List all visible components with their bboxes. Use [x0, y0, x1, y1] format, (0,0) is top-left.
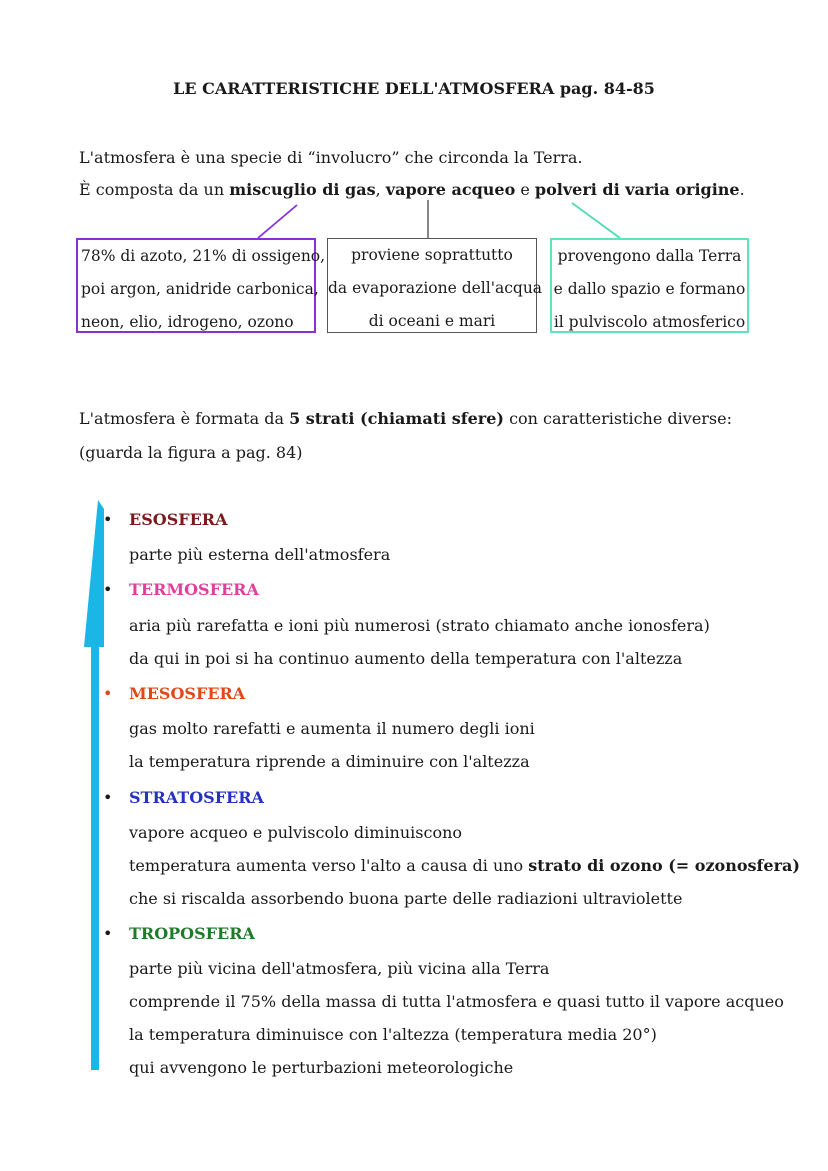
layer-desc: comprende il 75% della massa di tutta l'atmosfera e quasi tutto il vapore acqueo [129, 992, 784, 1011]
layers-intro-end: con caratteristiche diverse: [503, 409, 732, 428]
layers-count: 5 strati (chiamati sfere) [289, 409, 504, 428]
layer-desc: gas molto rarefatti e aumenta il numero degli ioni [129, 719, 535, 738]
connector-polveri [572, 203, 620, 238]
bullet-termosfera: • [103, 580, 113, 599]
layer-stratosfera: STRATOSFERA [129, 788, 264, 807]
connector-gas [258, 205, 297, 238]
box-gas-line: 78% di azoto, 21% di ossigeno, [81, 247, 326, 265]
box-polveri-line: il pulviscolo atmosferico [553, 313, 746, 331]
layer-esosfera: ESOSFERA [129, 510, 228, 529]
intro-sep: , [375, 180, 386, 199]
bullet-stratosfera: • [103, 788, 113, 807]
box-vapore-line: proviene soprattutto [351, 246, 513, 264]
box-gas-line: poi argon, anidride carbonica, [81, 280, 319, 298]
intro-text: È composta da un [79, 180, 230, 199]
intro-gas: miscuglio di gas [229, 180, 376, 199]
intro-vapore: vapore acqueo [385, 180, 516, 199]
figure-reference: (guarda la figura a pag. 84) [79, 443, 303, 462]
layer-desc: da qui in poi si ha continuo aumento della temperatura con l'altezza [129, 649, 683, 668]
ozone-layer: strato di ozono (= ozonosfera) [528, 856, 800, 875]
box-polveri-line: e dallo spazio e formano [553, 280, 746, 298]
layer-desc: qui avvengono le perturbazioni meteorologiche [129, 1058, 514, 1077]
page-title: LE CARATTERISTICHE DELL'ATMOSFERA pag. 84-85 [173, 79, 655, 98]
layers-intro [79, 409, 732, 428]
layer-mesosfera: MESOSFERA [129, 684, 246, 703]
box-vapore [327, 238, 543, 333]
layers-intro-text: L'atmosfera è formata da [79, 409, 290, 428]
box-vapore-line: di oceani e mari [368, 312, 496, 330]
layer-desc: vapore acqueo e pulviscolo diminuiscono [129, 823, 463, 842]
box-gas-line: neon, elio, idrogeno, ozono [81, 313, 294, 331]
layer-desc: parte più vicina dell'atmosfera, più vicina alla Terra [129, 959, 550, 978]
intro-period: . [739, 180, 745, 199]
intro-line-2 [79, 180, 745, 199]
layer-desc: che si riscalda assorbendo buona parte delle radiazioni ultraviolette [129, 889, 683, 908]
altitude-arrow [84, 500, 104, 1070]
bullet-mesosfera: • [103, 684, 113, 703]
box-vapore-line: da evaporazione dell'acqua [328, 279, 543, 297]
layer-desc: aria più rarefatta e ioni più numerosi (strato chiamato anche ionosfera) [129, 616, 710, 635]
layer-desc-ozone [129, 856, 800, 875]
ozone-text: temperatura aumenta verso l'alto a causa di uno [129, 856, 529, 875]
layer-desc: la temperatura riprende a diminuire con l'altezza [129, 752, 530, 771]
bullet-troposfera: • [103, 924, 113, 943]
layer-desc: la temperatura diminuisce con l'altezza (temperatura media 20°) [129, 1025, 657, 1044]
intro-and: e [515, 180, 535, 199]
box-gas [76, 238, 326, 333]
bullet-esosfera: • [103, 510, 113, 529]
box-polveri [550, 238, 749, 333]
box-polveri-line: provengono dalla Terra [557, 247, 742, 265]
intro-polveri: polveri di varia origine [534, 180, 740, 199]
layer-termosfera: TERMOSFERA [129, 580, 259, 599]
layer-desc: parte più esterna dell'atmosfera [129, 545, 391, 564]
layer-troposfera: TROPOSFERA [129, 924, 255, 943]
intro-line-1: L'atmosfera è una specie di “involucro” che circonda la Terra. [79, 148, 583, 167]
